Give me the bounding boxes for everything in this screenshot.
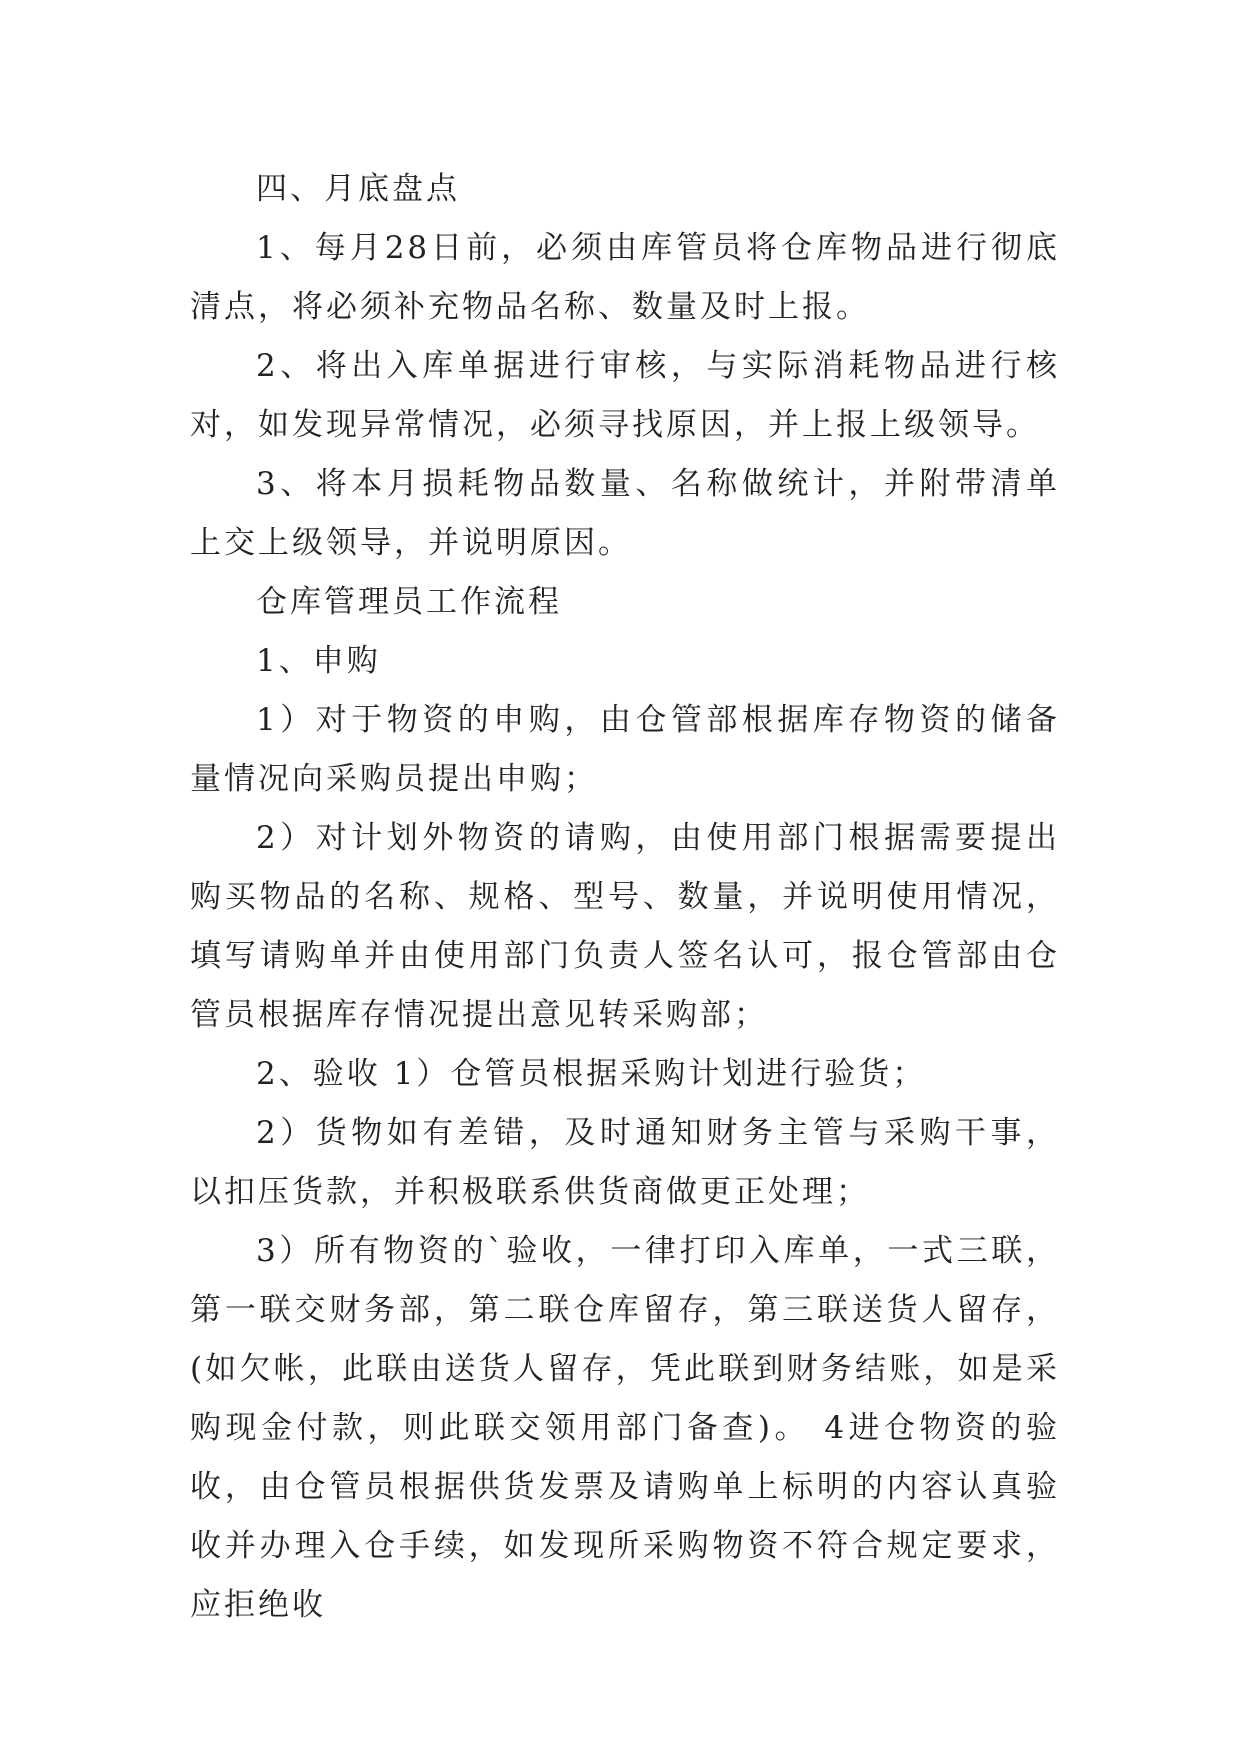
section-heading-month-end-inventory: 四、月底盘点 bbox=[256, 171, 460, 207]
subheading-acceptance: 2、验收 1）仓管员根据采购计划进行验货； bbox=[256, 1056, 927, 1092]
subheading-purchase-request: 1、申购 bbox=[256, 643, 381, 679]
paragraph-loss-statistics: 3、将本月损耗物品数量、名称做统计，并附带清单上交上级领导，并说明原因。 bbox=[190, 466, 1060, 561]
paragraph-purchase-request-1: 1）对于物资的申购，由仓管部根据库存物资的储备量情况向采购员提出申购； bbox=[190, 702, 1060, 797]
paragraph-acceptance-2: 2）货物如有差错，及时通知财务主管与采购干事，以扣压货款，并积极联系供货商做更正处理； bbox=[190, 1115, 1060, 1210]
paragraph-document-audit: 2、将出入库单据进行审核，与实际消耗物品进行核对，如发现异常情况，必须寻找原因，并上报上级领导。 bbox=[190, 348, 1060, 443]
paragraph-inventory-count: 1、每月28日前，必须由库管员将仓库物品进行彻底清点，将必须补充物品名称、数量及时上报。 bbox=[190, 230, 1060, 325]
section-heading-workflow: 仓库管理员工作流程 bbox=[256, 584, 562, 620]
document-body bbox=[190, 160, 1060, 1635]
paragraph-acceptance-3: 3）所有物资的`验收，一律打印入库单，一式三联，第一联交财务部，第二联仓库留存，第三联送货人留存，(如欠帐，此联由送货人留存，凭此联到财务结账，如是采购现金付款，则此联交领用部门备查)。 4进仓物资的验收，由仓管员根据供货发票及请购单上标明的内容认真验收并办理入仓手续，如发现所采购物资不符合规定要求，应拒绝收 bbox=[190, 1233, 1060, 1623]
paragraph-purchase-request-2: 2）对计划外物资的请购，由使用部门根据需要提出购买物品的名称、规格、型号、数量，并说明使用情况，填写请购单并由使用部门负责人签名认可，报仓管部由仓管员根据库存情况提出意见转采购部； bbox=[190, 820, 1060, 1033]
